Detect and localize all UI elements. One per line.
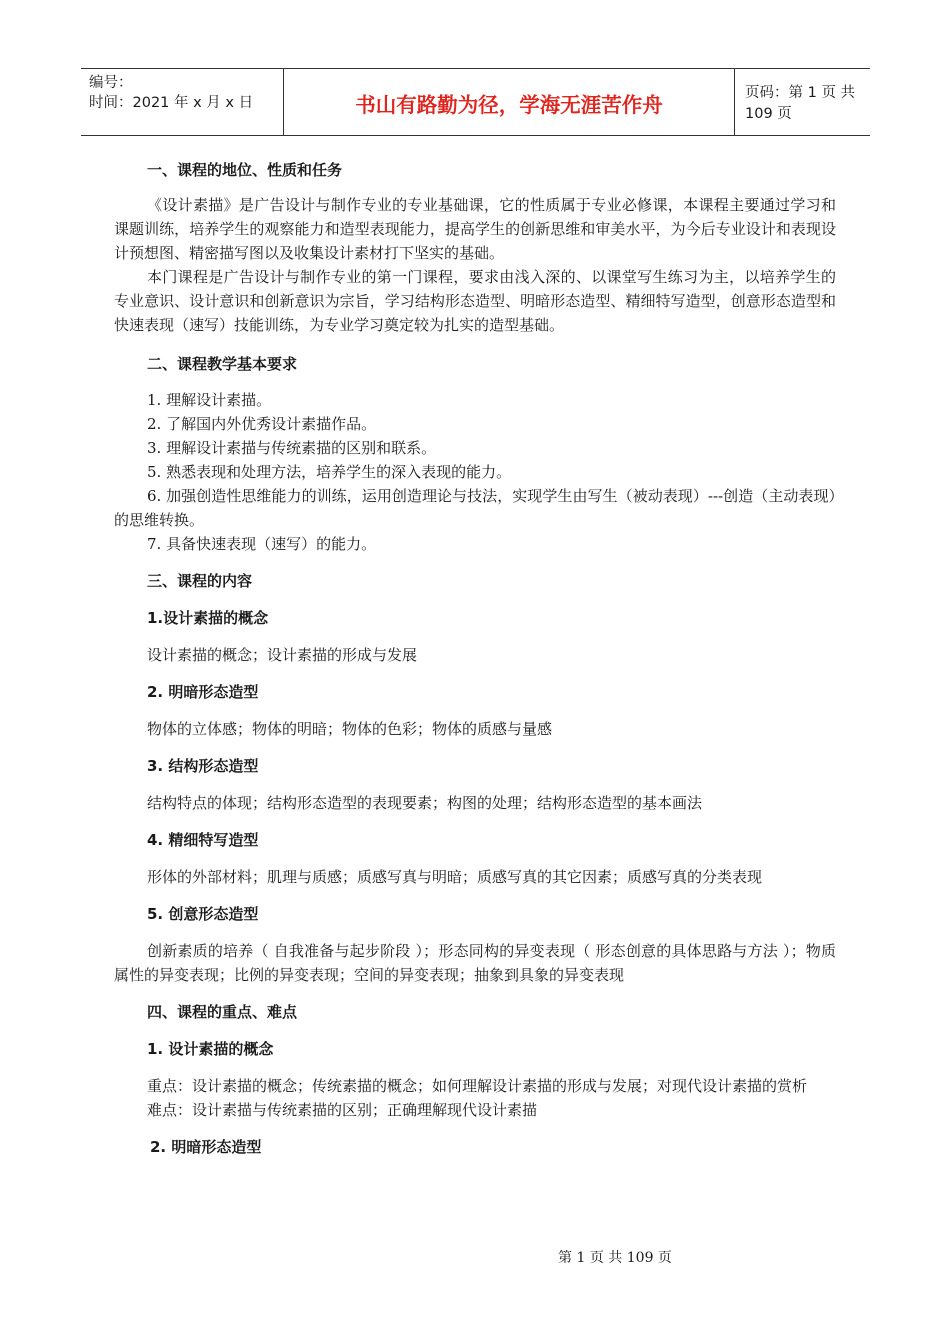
footer-page-number: 第 1 页 共 109 页 — [558, 1250, 672, 1266]
subsection-title: 4. 精细特写造型 — [147, 831, 259, 849]
requirements-list — [114, 388, 836, 556]
subsection-title: 2. 明暗形态造型 — [150, 1138, 262, 1156]
subsection-text: 物体的立体感；物体的明暗；物体的色彩；物体的质感与量感 — [147, 720, 553, 738]
subsection-title: 1. 设计素描的概念 — [147, 1040, 274, 1058]
subsection-text: 创新素质的培养（ 自我准备与起步阶段 ）；形态同构的异变表现（ 形态创意的具体思路与方法 ）；物质属性的异变表现；比例的异变表现；空间的异变表现；抽象到具象的异变表现 — [114, 942, 836, 984]
list-item: 3. 理解设计素描与传统素描的区别和联系。 — [147, 439, 437, 457]
subsection-text: 形体的外部材料；肌理与质感；质感写真与明暗；质感写真的其它因素；质感写真的分类表现 — [147, 868, 763, 886]
list-item: 2. 了解国内外优秀设计素描作品。 — [147, 415, 377, 433]
list-item: 5. 熟悉表现和处理方法，培养学生的深入表现的能力。 — [147, 463, 512, 481]
document-header — [81, 68, 870, 136]
document-body — [114, 158, 836, 1159]
header-page-info: 页码：第 1 页 共 109 页 — [745, 85, 856, 122]
list-item: 7. 具备快速表现（速写）的能力。 — [147, 535, 377, 553]
section-4-title: 四、课程的重点、难点 — [147, 1003, 298, 1021]
section-3-title: 三、课程的内容 — [147, 572, 253, 590]
subsection-title: 2. 明暗形态造型 — [147, 683, 259, 701]
difficult-points-text: 难点：设计素描与传统素描的区别；正确理解现代设计素描 — [147, 1101, 538, 1119]
document-number-label: 编号： — [89, 75, 133, 91]
subsection-text: 结构特点的体现；结构形态造型的表现要素；构图的处理；结构形态造型的基本画法 — [147, 794, 703, 812]
page-footer — [0, 1247, 950, 1267]
section-1-paragraph-1: 《设计素描》是广告设计与制作专业的专业基础课，它的性质属于专业必修课，本课程主要通过学习和课题训练，培养学生的观察能力和造型表现能力，提高学生的创新思维和审美水平，为今后专业设计和表现设计预想图、精密描写图以及收集设计素材打下坚实的基础。 — [114, 196, 836, 262]
section-2-title: 二、课程教学基本要求 — [147, 355, 298, 373]
subsection-title: 1.设计素描的概念 — [147, 609, 269, 627]
section-1-paragraph-2: 本门课程是广告设计与制作专业的第一门课程，要求由浅入深的、以课堂写生练习为主，以培养学生的专业意识、设计意识和创新意识为宗旨，学习结构形态造型、明暗形态造型、精细特写造型，创意形态造型和快速表现（速写）技能训练，为专业学习奠定较为扎实的造型基础。 — [114, 268, 836, 334]
section-1-title: 一、课程的地位、性质和任务 — [147, 161, 343, 179]
subsection-title: 3. 结构形态造型 — [147, 757, 259, 775]
key-points-text: 重点：设计素描的概念；传统素描的概念；如何理解设计素描的形成与发展；对现代设计素描的赏析 — [147, 1077, 808, 1095]
subsection-text: 设计素描的概念；设计素描的形成与发展 — [147, 646, 418, 664]
list-item: 1. 理解设计素描。 — [147, 391, 272, 409]
header-left-cell — [81, 69, 283, 135]
document-date: 时间：2021 年 x 月 x 日 — [89, 95, 254, 111]
subsection-title: 5. 创意形态造型 — [147, 905, 259, 923]
header-motto: 书山有路勤为径，学海无涯苦作舟 — [283, 69, 735, 135]
list-item: 6. 加强创造性思维能力的训练，运用创造理论与技法，实现学生由写生（被动表现）---创造（主动表现）的思维转换。 — [114, 487, 836, 529]
